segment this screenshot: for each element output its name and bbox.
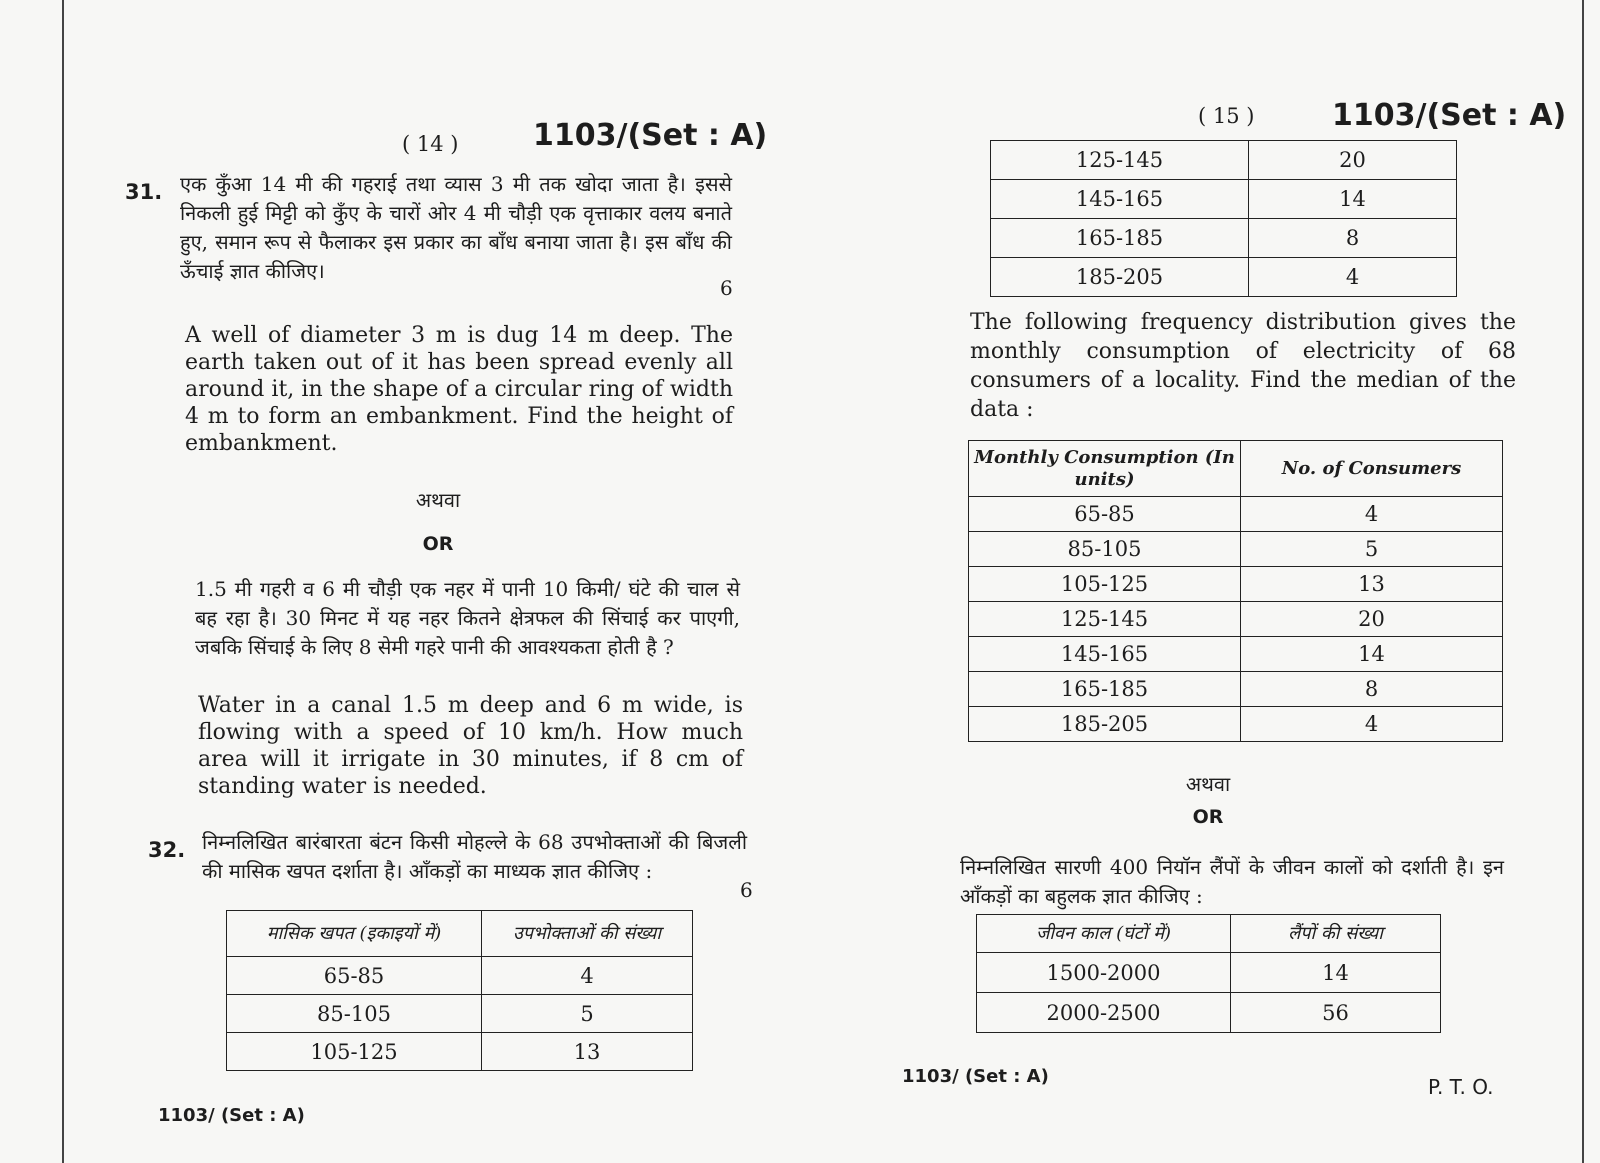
table-cell: 65-85 xyxy=(227,957,482,995)
table-header-cell: उपभोक्ताओं की संख्या xyxy=(482,911,693,957)
table-cell: 13 xyxy=(1241,567,1503,602)
right-page-number: ( 15 ) xyxy=(1198,104,1255,128)
table-header-cell: मासिक खपत (इकाइयों में) xyxy=(227,911,482,957)
left-set-code: 1103/(Set : A) xyxy=(533,118,768,153)
table-header-cell: जीवन काल (घंटों में) xyxy=(977,915,1231,953)
question-32-marks: 6 xyxy=(740,878,753,902)
table-cell: 165-185 xyxy=(969,672,1241,707)
question-31-number: 31. xyxy=(125,180,163,204)
table-cell: 4 xyxy=(1249,258,1457,297)
right-footer: 1103/ (Set : A) xyxy=(902,1066,1049,1087)
question-32-alt-table xyxy=(976,914,1441,1033)
table-row xyxy=(991,258,1457,297)
question-31-marks: 6 xyxy=(720,276,733,300)
question-32-alt-hindi: निम्नलिखित सारणी 400 नियॉन लैंपों के जीवन कालों को दर्शाती है। इन आँकड़ों का बहुलक ज्ञात कीजिए : xyxy=(960,855,1504,908)
question-32-number: 32. xyxy=(148,838,186,862)
question-31-or-hindi: अथवा xyxy=(415,488,461,512)
table-row xyxy=(227,1033,693,1071)
table-cell: 105-125 xyxy=(227,1033,482,1071)
table-cell: 85-105 xyxy=(227,995,482,1033)
table-cell: 5 xyxy=(1241,532,1503,567)
table-row xyxy=(977,953,1441,993)
table-header-cell: No. of Consumers xyxy=(1241,441,1503,497)
question-32-english-table xyxy=(968,440,1503,742)
pto-label: P. T. O. xyxy=(1428,1075,1494,1099)
table-row xyxy=(977,993,1441,1033)
table-cell: 85-105 xyxy=(969,532,1241,567)
table-row xyxy=(969,672,1503,707)
table-row xyxy=(969,602,1503,637)
table-cell: 14 xyxy=(1231,953,1441,993)
table-row xyxy=(969,532,1503,567)
table-cell: 185-205 xyxy=(991,258,1249,297)
table-row xyxy=(227,957,693,995)
table-cell: 20 xyxy=(1241,602,1503,637)
table-row xyxy=(991,219,1457,258)
left-binding-line xyxy=(62,0,64,1163)
table-row xyxy=(969,567,1503,602)
table-cell: 13 xyxy=(482,1033,693,1071)
table-cell: 14 xyxy=(1249,180,1457,219)
question-32-english: The following frequency distribution gives the monthly consumption of electricity of 68 consumers of a locality. Find the median of the data : xyxy=(970,310,1516,422)
left-page-number: ( 14 ) xyxy=(402,132,459,156)
table-row xyxy=(969,707,1503,742)
table-cell: 145-165 xyxy=(969,637,1241,672)
table-row xyxy=(991,141,1457,180)
question-32-or-hindi: अथवा xyxy=(1185,772,1231,796)
table-header-cell: Monthly Consumption (In units) xyxy=(969,441,1241,497)
table-row xyxy=(227,995,693,1033)
question-31-alt-hindi: 1.5 मी गहरी व 6 मी चौड़ी एक नहर में पानी 10 किमी/ घंटे की चाल से बह रहा है। 30 मिनट में यह नहर कितने क्षेत्रफल की सिंचाई कर पाएगी, जबकि सिंचाई के लिए 8 सेमी गहरे पानी की आवश्यकता होती है ? xyxy=(195,577,740,659)
table-header-cell: लैंपों की संख्या xyxy=(1231,915,1441,953)
table-cell: 5 xyxy=(482,995,693,1033)
question-31-alt-english: Water in a canal 1.5 m deep and 6 m wide, is flowing with a speed of 10 km/h. How much area will it irrigate in 30 minutes, if 8 cm of standing water is needed. xyxy=(198,693,743,799)
continued-table xyxy=(990,140,1457,297)
table-cell: 1500-2000 xyxy=(977,953,1231,993)
table-cell: 4 xyxy=(1241,497,1503,532)
table-cell: 2000-2500 xyxy=(977,993,1231,1033)
table-row xyxy=(969,497,1503,532)
table-cell: 125-145 xyxy=(969,602,1241,637)
question-32-or-english: OR xyxy=(1192,806,1224,828)
question-31-hindi: एक कुँआ 14 मी की गहराई तथा व्यास 3 मी तक खोदा जाता है। इससे निकली हुई मिट्टी को कुँए के चारों ओर 4 मी चौड़ी एक वृत्ताकार वलय बनाते हुए, समान रूप से फैलाकर इस प्रकार का बाँध बनाया जाता है। इस बाँध की ऊँचाई ज्ञात कीजिए। xyxy=(180,172,732,283)
table-cell: 165-185 xyxy=(991,219,1249,258)
question-32-hindi-table xyxy=(226,910,693,1071)
table-cell: 8 xyxy=(1241,672,1503,707)
table-cell: 4 xyxy=(482,957,693,995)
table-cell: 125-145 xyxy=(991,141,1249,180)
right-binding-line xyxy=(1582,0,1584,1163)
table-cell: 8 xyxy=(1249,219,1457,258)
table-cell: 65-85 xyxy=(969,497,1241,532)
table-cell: 20 xyxy=(1249,141,1457,180)
table-row xyxy=(991,180,1457,219)
right-set-code: 1103/(Set : A) xyxy=(1332,98,1567,133)
table-cell: 14 xyxy=(1241,637,1503,672)
table-cell: 185-205 xyxy=(969,707,1241,742)
question-32-hindi: निम्नलिखित बारंबारता बंटन किसी मोहल्ले के 68 उपभोक्ताओं की बिजली की मासिक खपत दर्शाता है। आँकड़ों का माध्यक ज्ञात कीजिए : xyxy=(202,830,747,883)
table-cell: 56 xyxy=(1231,993,1441,1033)
left-footer: 1103/ (Set : A) xyxy=(158,1105,305,1126)
table-cell: 105-125 xyxy=(969,567,1241,602)
question-31-english: A well of diameter 3 m is dug 14 m deep. The earth taken out of it has been spread evenly all around it, in the shape of a circular ring of width 4 m to form an embankment. Find the height of embankment. xyxy=(185,323,733,456)
table-row xyxy=(969,637,1503,672)
table-cell: 4 xyxy=(1241,707,1503,742)
question-31-or-english: OR xyxy=(422,533,454,555)
table-cell: 145-165 xyxy=(991,180,1249,219)
